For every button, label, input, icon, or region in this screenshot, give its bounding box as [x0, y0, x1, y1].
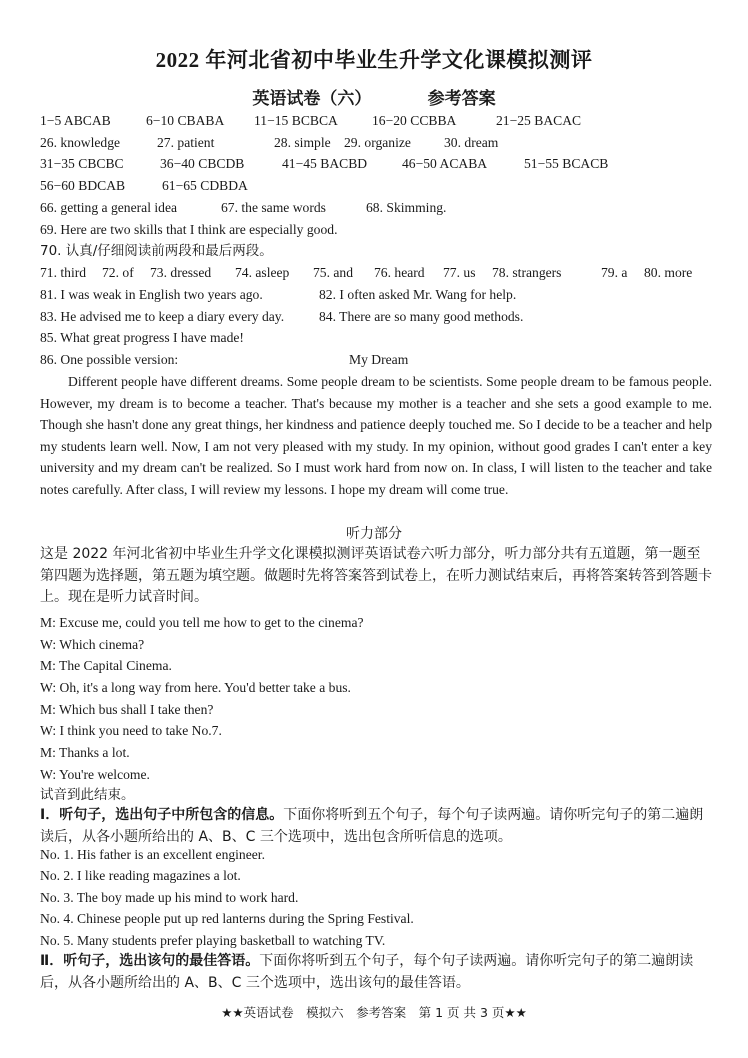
- part-1-text: 下面你将听到五个句子，每个句子读两遍。请你听完句子的第二遍朗读后，从各小题所给出的 A、B、C 三个选项中，选出包含所听信息的选项。: [40, 807, 704, 845]
- part-2-instructions: [40, 951, 712, 994]
- test-end-note: 试音到此结束。: [40, 787, 135, 803]
- dialogue-line: M: Thanks a lot.: [40, 745, 130, 760]
- dialogue-line: W: Oh, it's a long way from here. You'd better take a bus.: [40, 680, 351, 695]
- essay-label: 86. One possible version:: [40, 352, 179, 367]
- answer-item: 31−35 CBCBC: [40, 156, 124, 171]
- answer-85: 85. What great progress I have made!: [40, 330, 244, 345]
- answer-item: 36−40 CBCDB: [160, 156, 245, 171]
- listening-sentence: No. 4. Chinese people put up red lanterns during the Spring Festival.: [40, 911, 414, 926]
- essay-title: My Dream: [349, 352, 409, 367]
- answer-item: 1−5 ABCAB: [40, 113, 111, 128]
- answer-item: 29. organize: [344, 135, 411, 150]
- answer-item: 6−10 CBABA: [146, 113, 225, 128]
- part-2-text: 下面你将听到五个句子，每个句子读两遍。请你听完句子的第二遍朗读后，从各小题所给出的 A、B、C 三个选项中，选出该句的最佳答语。: [40, 953, 694, 991]
- part-1-instructions: [40, 805, 712, 848]
- answer-item: 66. getting a general idea: [40, 200, 178, 215]
- answer-69: 69. Here are two skills that I think are especially good.: [40, 222, 338, 237]
- answers-row-3: [40, 155, 608, 173]
- answer-item: 21−25 BACAC: [496, 113, 582, 128]
- essay-body: Different people have different dreams. Some people dream to be scientists. Some people dream to be famous people. However, my dream is to become a teacher. That's because my mother is a teacher and she sets a good example to me. Though she hasn't done any great things, her kindness and patience deeply touched me. So I decide to be a teacher and help my students learn well. Now, I am not very pleased with my study. In my opinion, without good grades I can't enter a key university and my dream can't be realized. So I must work hard from now on. In class, I will listen to the teacher and take notes carefully. After class, I will review my lessons. I hope my dream will come true.: [40, 374, 712, 497]
- answer-item: 84. There are so many good methods.: [319, 309, 524, 324]
- answer-item: 28. simple: [274, 135, 331, 150]
- dialogue-line: W: Which cinema?: [40, 637, 145, 652]
- listening-sentence: No. 1. His father is an excellent engineer.: [40, 847, 265, 862]
- subtitle-answer-key: 参考答案: [427, 89, 496, 108]
- answer-item: 71. third: [40, 265, 87, 280]
- answer-item: 75. and: [313, 265, 354, 280]
- dialogue-line: W: You're welcome.: [40, 767, 150, 782]
- page-footer: ★★英语试卷 模拟六 参考答案 第 1 页 共 3 页★★: [221, 1005, 527, 1020]
- answer-item: 46−50 ACABA: [402, 156, 488, 171]
- answer-item: 41−45 BACBD: [282, 156, 368, 171]
- answer-item: 16−20 CCBBA: [372, 113, 457, 128]
- answer-item: 83. He advised me to keep a diary every day.: [40, 309, 285, 324]
- listening-sentence: No. 3. The boy made up his mind to work hard.: [40, 890, 299, 905]
- answer-item: 74. asleep: [235, 265, 290, 280]
- listening-intro: 这是 2022 年河北省初中毕业生升学文化课模拟测评英语试卷六听力部分，听力部分共有五道题，第一题至第四题为选择题，第五题为填空题。做题时先将答案答到试卷上，在听力测试结束后，再将答案转答到答题卡上。现在是听力试音时间。: [40, 546, 712, 606]
- answer-item: 81. I was weak in English two years ago.: [40, 287, 263, 302]
- answer-item: 77. us: [443, 265, 476, 280]
- dialogue-line: M: Excuse me, could you tell me how to get to the cinema?: [40, 615, 364, 630]
- document-subtitle: [0, 84, 748, 109]
- answer-item: 56−60 BDCAB: [40, 178, 126, 193]
- answers-row-5: [40, 199, 446, 217]
- answer-item: 80. more: [644, 265, 693, 280]
- answer-item: 26. knowledge: [40, 135, 121, 150]
- listening-sentence: No. 2. I like reading magazines a lot.: [40, 868, 241, 883]
- answers-row-71: [40, 264, 692, 282]
- document-title: 2022 年河北省初中毕业生升学文化课模拟测评: [155, 48, 593, 72]
- part-2-title: Ⅱ．听句子，选出该句的最佳答语。: [40, 953, 260, 969]
- answer-item: 73. dressed: [150, 265, 212, 280]
- answer-item: 51−55 BCACB: [524, 156, 609, 171]
- answers-row-1: [40, 112, 581, 130]
- answer-item: 11−15 BCBCA: [254, 113, 338, 128]
- subtitle-exam-name: 英语试卷（六）: [252, 89, 372, 108]
- answers-row-81: [40, 286, 516, 304]
- answer-70: 70. 认真/仔细阅读前两段和最后两段。: [40, 243, 273, 259]
- answer-item: 61−65 CDBDA: [162, 178, 248, 193]
- answers-row-4: [40, 177, 248, 195]
- answer-item: 67. the same words: [221, 200, 326, 215]
- answer-item: 68. Skimming.: [366, 200, 447, 215]
- answer-item: 78. strangers: [492, 265, 562, 280]
- answer-item: 79. a: [601, 265, 628, 280]
- answers-row-83: [40, 308, 523, 326]
- dialogue-line: M: Which bus shall I take then?: [40, 702, 214, 717]
- part-1-title: Ⅰ．听句子，选出句子中所包含的信息。: [40, 807, 284, 823]
- listening-heading: 听力部分: [346, 526, 402, 542]
- answer-86-heading: [40, 351, 408, 369]
- answer-item: 76. heard: [374, 265, 425, 280]
- answer-item: 82. I often asked Mr. Wang for help.: [319, 287, 517, 302]
- answer-item: 30. dream: [444, 135, 499, 150]
- answer-item: 27. patient: [157, 135, 215, 150]
- listening-sentence: No. 5. Many students prefer playing basketball to watching TV.: [40, 933, 386, 948]
- answer-item: 72. of: [102, 265, 134, 280]
- dialogue-line: M: The Capital Cinema.: [40, 658, 172, 673]
- answers-row-2: [40, 134, 498, 152]
- dialogue-line: W: I think you need to take No.7.: [40, 723, 222, 738]
